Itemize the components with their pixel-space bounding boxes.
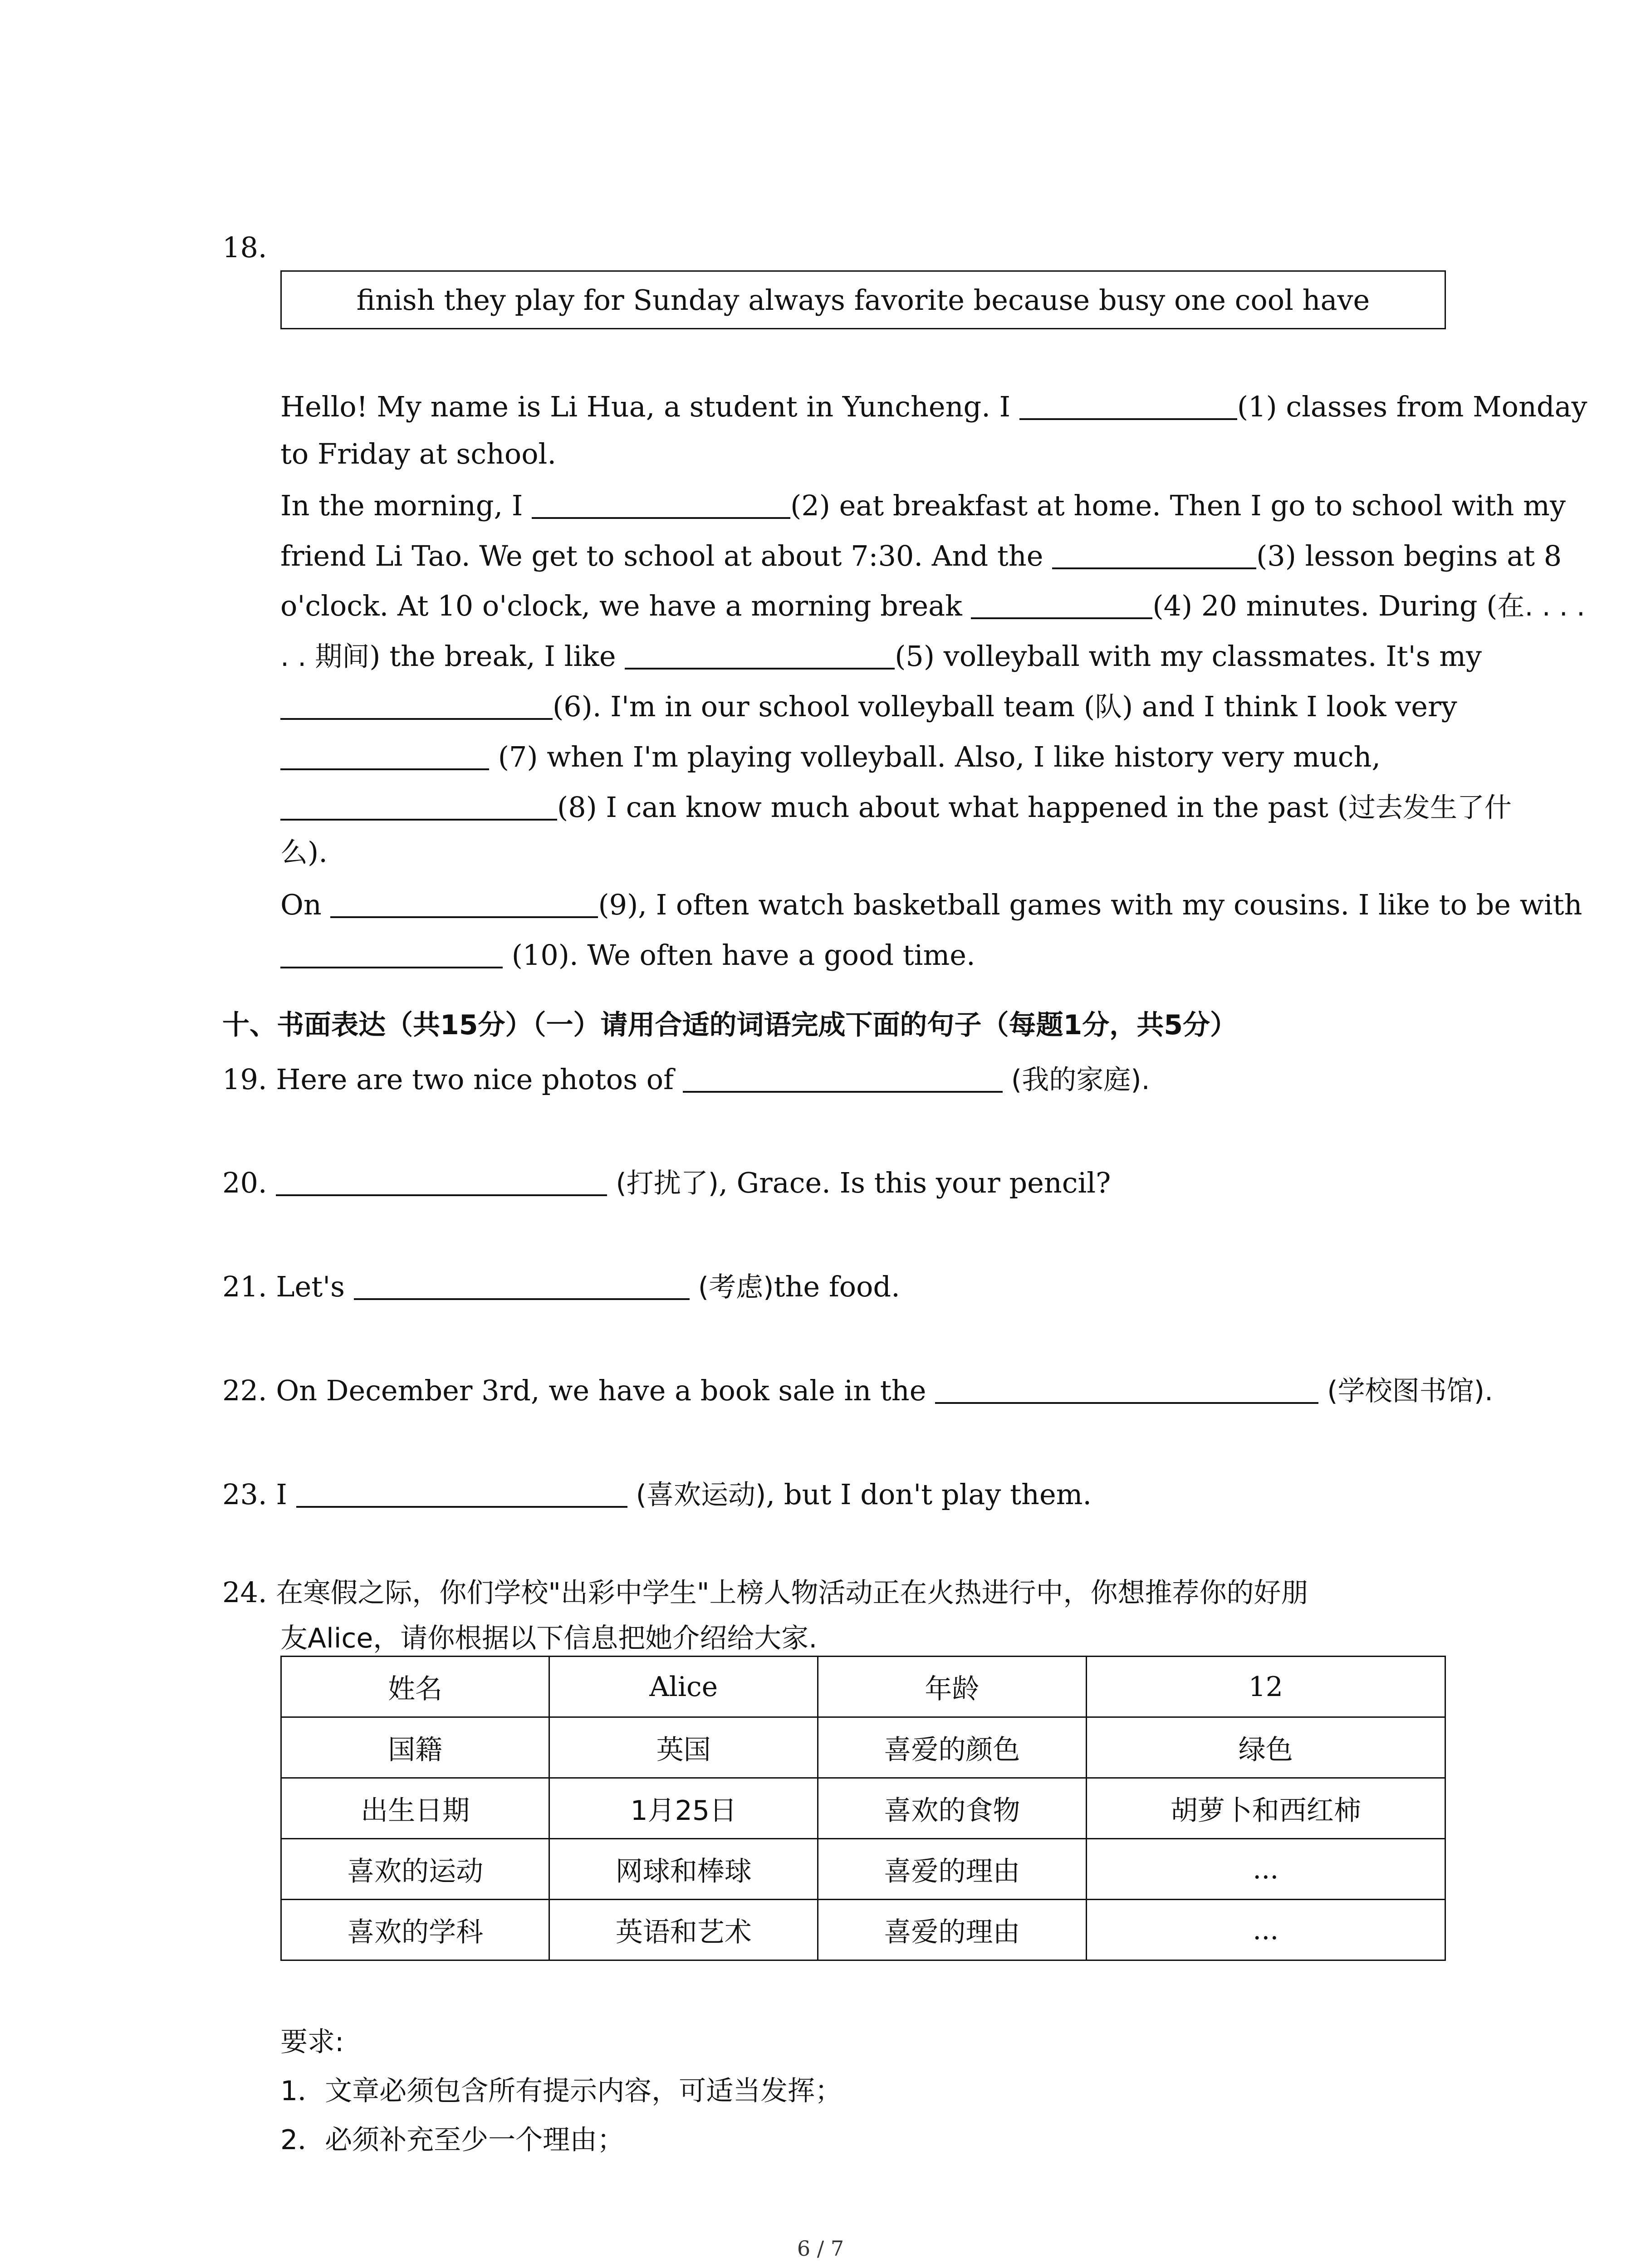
blank-4[interactable] [971,590,1152,619]
question-21: 21. Let's (考虑)the food. [222,1270,900,1303]
table-row [281,1900,1445,1960]
word-bank-text: finish they play for Sunday always favorite because busy one cool have [356,283,1370,317]
table-cell: 绿色 [1086,1717,1445,1778]
blank-8[interactable] [280,792,557,821]
table-row [281,1839,1445,1900]
passage-line-10: 么). [280,836,328,869]
section-heading: 十、书面表达（共15分）（一）请用合适的词语完成下面的句子（每题1分，共5分） [222,1009,1237,1041]
requirements-title: 要求: [280,2026,344,2058]
question-24-line-1: 24. 在寒假之际，你们学校"出彩中学生"上榜人物活动正在火热进行中，你想推荐你的好朋 [222,1576,1308,1609]
table-cell: ... [1086,1839,1445,1900]
table-cell: 胡萝卜和西红柿 [1086,1778,1445,1839]
page-number: 6 / 7 [797,2236,844,2261]
table-cell: Alice [549,1657,818,1717]
blank-6[interactable] [280,691,553,720]
answer-blank-22[interactable] [935,1375,1318,1404]
blank-9[interactable] [330,889,598,918]
blank-1[interactable] [1019,391,1237,420]
table-cell: 年龄 [818,1657,1086,1717]
table-cell: 出生日期 [281,1778,549,1839]
blank-7[interactable] [280,741,489,770]
table-cell: 英国 [549,1717,818,1778]
blank-3[interactable] [1052,540,1256,569]
blank-2[interactable] [532,490,790,519]
question-24-line-2: 友Alice，请你根据以下信息把她介绍给大家. [280,1623,818,1654]
question-19: 19. Here are two nice photos of (我的家庭). [222,1063,1150,1096]
table-cell: 喜欢的运动 [281,1839,549,1900]
answer-blank-19[interactable] [683,1064,1003,1093]
table-cell: 喜爱的颜色 [818,1717,1086,1778]
table-cell: 网球和棒球 [549,1839,818,1900]
passage-line-8: (7) when I'm playing volleyball. Also, I like history very much, [280,741,1381,771]
table-cell: 喜爱的理由 [818,1900,1086,1960]
passage-line-4: friend Li Tao. We get to school at about 7:30. And the (3) lesson begins at 8 [280,539,1562,572]
requirement-2: 2．必须补充至少一个理由； [280,2124,625,2156]
table-cell: 12 [1086,1657,1445,1717]
table-cell: 国籍 [281,1717,549,1778]
question-23: 23. I (喜欢运动), but I don't play them. [222,1478,1092,1511]
table-cell: 喜爱的理由 [818,1839,1086,1900]
question-18-number: 18. [222,231,267,264]
table-cell: 喜欢的学科 [281,1900,549,1960]
passage-line-5: o'clock. At 10 o'clock, we have a morning break (4) 20 minutes. During (在. . . . [280,589,1585,622]
question-20: 20. (打扰了), Grace. Is this your pencil? [222,1166,1111,1199]
blank-5[interactable] [625,640,895,670]
passage-line-3: In the morning, I (2) eat breakfast at home. Then I go to school with my [280,489,1566,522]
passage-line-6: . . 期间) the break, I like (5) volleyball with my classmates. It's my [280,640,1482,673]
passage-line-11: On (9), I often watch basketball games with my cousins. I like to be with [280,888,1582,921]
passage-line-1: Hello! My name is Li Hua, a student in Yuncheng. I (1) classes from Monday [280,390,1587,423]
requirement-1: 1．文章必须包含所有提示内容，可适当发挥； [280,2075,843,2107]
table-cell: 1月25日 [549,1778,818,1839]
table-cell: ... [1086,1900,1445,1960]
word-bank-box [280,270,1446,329]
info-table [280,1656,1446,1961]
answer-blank-21[interactable] [354,1271,690,1300]
passage-line-9: (8) I can know much about what happened in the past (过去发生了什 [280,792,1512,821]
table-cell: 姓名 [281,1657,549,1717]
answer-blank-20[interactable] [276,1167,607,1196]
passage-line-12: (10). We often have a good time. [280,939,975,969]
table-cell: 英语和艺术 [549,1900,818,1960]
table-row [281,1657,1445,1717]
answer-blank-23[interactable] [296,1479,627,1508]
table-cell: 喜欢的食物 [818,1778,1086,1839]
question-22: 22. On December 3rd, we have a book sale in the (学校图书馆). [222,1374,1494,1407]
passage-line-2: to Friday at school. [280,437,557,470]
table-row [281,1778,1445,1839]
blank-10[interactable] [280,939,503,968]
table-row [281,1717,1445,1778]
passage-line-7: (6). I'm in our school volleyball team (队) and I think I look very [280,691,1457,721]
